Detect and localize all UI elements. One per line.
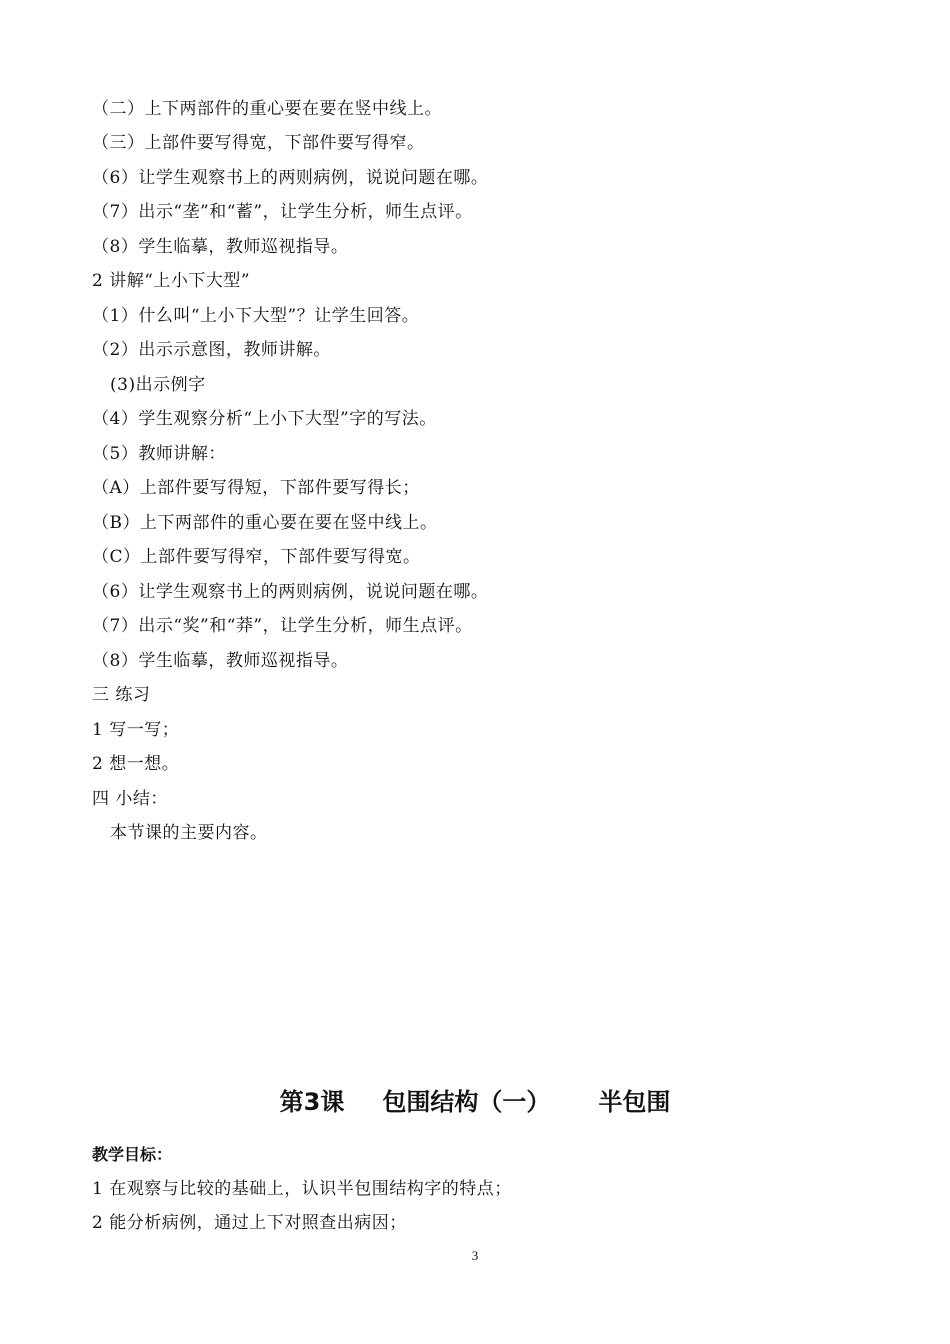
text-line: （8）学生临摹，教师巡视指导。: [92, 651, 349, 671]
text-line: （7）出示“垄”和“蓄”，让学生分析，师生点评。: [92, 202, 473, 222]
text-line: （8）学生临摹，教师巡视指导。: [92, 237, 349, 257]
lesson-number: 第3课: [279, 1088, 345, 1116]
lesson-name: 包围结构（一）: [382, 1088, 551, 1116]
text-line: （C）上部件要写得窄，下部件要写得宽。: [92, 547, 421, 567]
lesson-subtitle: 半包围: [598, 1088, 671, 1116]
text-line: （5）教师讲解：: [92, 444, 226, 464]
text-line: （A）上部件要写得短，下部件要写得长；: [92, 478, 420, 498]
text-line: （三）上部件要写得宽，下部件要写得窄。: [92, 133, 425, 153]
objective-item: 1 在观察与比较的基础上，认识半包围结构字的特点；: [92, 1179, 512, 1199]
page-number: 3: [471, 1248, 479, 1263]
lesson-title: [0, 1085, 950, 1119]
section-heading: 三 练习: [92, 685, 151, 705]
text-line: （7）出示“奖”和“莽”，让学生分析，师生点评。: [92, 616, 473, 636]
objective-item: 2 能分析病例，通过上下对照查出病因；: [92, 1213, 407, 1233]
text-line: （6）让学生观察书上的两则病例，说说问题在哪。: [92, 168, 489, 188]
text-line: （B）上下两部件的重心要在要在竖中线上。: [92, 513, 438, 533]
text-line: （1）什么叫“上小下大型”？让学生回答。: [92, 306, 420, 326]
text-line: （二）上下两部件的重心要在要在竖中线上。: [92, 99, 442, 119]
text-line: 1 写一写；: [92, 720, 180, 740]
text-line: 本节课的主要内容。: [110, 823, 268, 843]
text-line: （2）出示示意图，教师讲解。: [92, 340, 331, 360]
text-line: (3)出示例字: [110, 375, 206, 395]
text-line: （6）让学生观察书上的两则病例，说说问题在哪。: [92, 582, 489, 602]
section-heading: 四 小结：: [92, 789, 168, 809]
text-line: 2 讲解“上小下大型”: [92, 271, 251, 291]
text-line: （4）学生观察分析“上小下大型”字的写法。: [92, 409, 437, 429]
objectives-heading: 教学目标：: [92, 1145, 173, 1164]
text-line: 2 想一想。: [92, 754, 180, 774]
